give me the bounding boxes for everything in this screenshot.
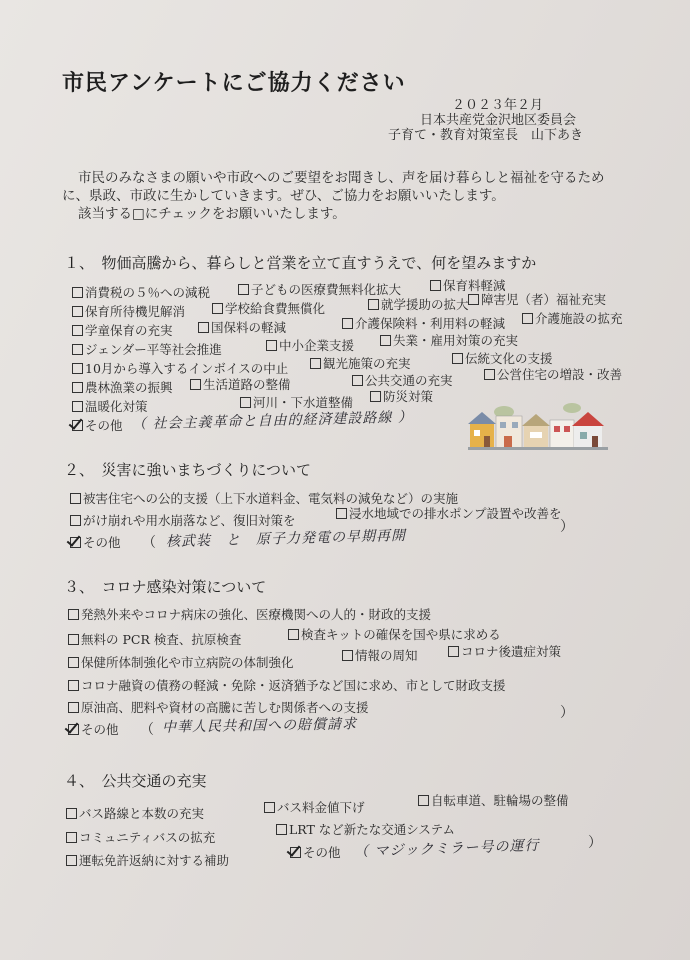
intro-line-3: 該当する□にチェックをお願いいたします。 <box>78 206 346 222</box>
q1-option[interactable]: 保育料軽減 <box>430 278 506 294</box>
q3-option[interactable]: 無料の PCR 検査、抗原検査 <box>68 632 241 648</box>
checkbox[interactable] <box>212 303 223 314</box>
checkbox[interactable] <box>72 401 83 412</box>
page-title: 市民アンケートにご協力ください <box>62 70 406 96</box>
q1-option[interactable]: 10月から導入するインボイスの中止 <box>72 361 288 377</box>
q3-other[interactable]: その他 <box>68 722 119 738</box>
question-3-heading: ３、 コロナ感染対策について <box>64 578 267 596</box>
checkbox[interactable] <box>264 802 275 813</box>
q4-option[interactable]: バス路線と本数の充実 <box>66 806 204 822</box>
q1-option[interactable]: 伝統文化の支援 <box>452 351 553 367</box>
q1-option[interactable]: 保育所待機児解消 <box>72 304 185 320</box>
checkbox[interactable] <box>310 358 321 369</box>
checkbox[interactable] <box>68 702 79 713</box>
q4-option[interactable]: バス料金値下げ <box>264 800 365 816</box>
close-paren: ） <box>560 519 574 535</box>
q1-option[interactable]: 河川・下水道整備 <box>240 395 353 411</box>
q4-other-handwritten: （ マジックミラー号の運行 <box>353 837 540 861</box>
checkbox[interactable] <box>72 325 83 336</box>
checkbox[interactable] <box>352 375 363 386</box>
checkbox[interactable] <box>276 824 287 835</box>
checked-checkbox[interactable] <box>72 420 83 431</box>
q4-option[interactable]: コミュニティバスの拡充 <box>66 830 215 846</box>
q3-option[interactable]: 発熱外来やコロナ病床の強化、医療機関への人的・財政的支援 <box>68 607 431 623</box>
q1-option[interactable]: 失業・雇用対策の充実 <box>380 333 518 349</box>
checkbox[interactable] <box>266 340 277 351</box>
checkbox[interactable] <box>72 382 83 393</box>
open-paren: （ <box>142 535 156 551</box>
checked-checkbox[interactable] <box>70 537 81 548</box>
checkbox[interactable] <box>68 680 79 691</box>
q4-option[interactable]: LRT など新たな交通システム <box>276 822 455 838</box>
q1-option[interactable]: 介護保険料・利用料の軽減 <box>342 316 505 332</box>
checkbox[interactable] <box>72 344 83 355</box>
checkbox[interactable] <box>288 629 299 640</box>
q3-option[interactable]: 保健所体制強化や市立病院の体制強化 <box>68 655 294 671</box>
checkbox[interactable] <box>240 397 251 408</box>
checkbox[interactable] <box>72 287 83 298</box>
q1-option[interactable]: 子どもの医療費無料化拡大 <box>238 282 401 298</box>
checkbox[interactable] <box>238 284 249 295</box>
q1-option[interactable]: 防災対策 <box>370 389 433 405</box>
q1-option[interactable]: 観光施策の充実 <box>310 356 411 372</box>
checkbox[interactable] <box>72 306 83 317</box>
q1-option[interactable]: 学校給食費無償化 <box>212 301 325 317</box>
q1-option[interactable]: 学童保育の充実 <box>72 323 173 339</box>
q1-option[interactable]: ジェンダー平等社会推進 <box>72 342 222 358</box>
intro-line-1: 市民のみなさまの願いや市政へのご要望をお聞きし、声を届け暮らしと福祉を守るため <box>78 170 605 186</box>
checkbox[interactable] <box>70 493 81 504</box>
question-2-heading: ２、 災害に強いまちづくりについて <box>64 461 312 479</box>
q1-option[interactable]: 障害児（者）福祉充実 <box>468 292 606 308</box>
q1-option[interactable]: 公共交通の充実 <box>352 373 453 389</box>
checkbox[interactable] <box>190 379 201 390</box>
q2-option[interactable]: がけ崩れや用水崩落など、復旧対策を <box>70 513 296 529</box>
q1-option[interactable]: 温暖化対策 <box>72 399 148 415</box>
q2-other-handwritten: 核武装 と 原子力発電の早期再開 <box>165 527 407 551</box>
q3-option[interactable]: コロナ後遺症対策 <box>448 644 561 660</box>
checkbox[interactable] <box>68 609 79 620</box>
checkbox[interactable] <box>66 855 77 866</box>
question-1-heading: １、 物価高騰から、暮らしと営業を立て直すうえで、何を望みますか <box>64 254 537 272</box>
checkbox[interactable] <box>68 657 79 668</box>
checked-checkbox[interactable] <box>290 847 301 858</box>
q1-other-handwritten: （ 社会主義革命と自由的経済建設路線 ） <box>131 409 414 433</box>
checkbox[interactable] <box>198 322 209 333</box>
q1-option[interactable]: 国保料の軽減 <box>198 320 286 336</box>
q3-option[interactable]: コロナ融資の債務の軽減・免除・返済猶予など国に求め、市として財政支援 <box>68 678 506 694</box>
checkbox[interactable] <box>68 634 79 645</box>
q1-option[interactable]: 消費税の５％への減税 <box>72 285 210 301</box>
checkbox[interactable] <box>430 280 441 291</box>
q3-option[interactable]: 検査キットの確保を国や県に求める <box>288 627 501 643</box>
q4-option[interactable]: 自転車道、駐輪場の整備 <box>418 793 569 809</box>
checkbox[interactable] <box>380 335 391 346</box>
checkbox[interactable] <box>66 832 77 843</box>
close-paren: ） <box>560 705 574 721</box>
checkbox[interactable] <box>72 363 83 374</box>
checkbox[interactable] <box>342 650 353 661</box>
close-paren: ） <box>588 835 602 851</box>
checkbox[interactable] <box>468 294 479 305</box>
checkbox[interactable] <box>336 508 347 519</box>
q4-option[interactable]: 運転免許返納に対する補助 <box>66 853 229 869</box>
q1-option[interactable]: 農林漁業の振興 <box>72 380 173 396</box>
checkbox[interactable] <box>368 299 379 310</box>
checkbox[interactable] <box>370 391 381 402</box>
organization: 日本共産党金沢地区委員会 <box>420 113 577 128</box>
q1-option[interactable]: 公営住宅の増設・改善 <box>484 367 622 383</box>
q2-option[interactable]: 浸水地域での排水ポンプ設置や改善を <box>336 506 562 522</box>
question-4-heading: ４、 公共交通の充実 <box>64 772 207 790</box>
checkbox[interactable] <box>418 795 429 806</box>
intro-line-2: に、県政、市政に生かしていきます。ぜひ、ご協力をお願いいたします。 <box>62 188 505 204</box>
checkbox[interactable] <box>70 515 81 526</box>
q2-other[interactable]: その他 <box>70 535 121 551</box>
checkbox[interactable] <box>448 646 459 657</box>
q3-other-handwritten: 中華人民共和国への賠償請求 <box>161 716 358 736</box>
checked-checkbox[interactable] <box>68 724 79 735</box>
q3-option[interactable]: 原油高、肥料や資材の高騰に苦しむ関係者への支援 <box>68 700 369 716</box>
q4-other[interactable]: その他 <box>290 845 341 861</box>
q2-option[interactable]: 被害住宅への公的支援（上下水道料金、電気料の減免など）の実施 <box>70 491 458 507</box>
q1-option[interactable]: 就学援助の拡大 <box>368 297 469 313</box>
q1-option[interactable]: 介護施設の拡充 <box>522 311 623 327</box>
date: ２０２３年２月 <box>452 98 544 113</box>
checkbox[interactable] <box>522 313 533 324</box>
checkbox[interactable] <box>66 808 77 819</box>
houses-illustration <box>468 402 608 450</box>
checkbox[interactable] <box>342 318 353 329</box>
q1-option[interactable]: 生活道路の整備 <box>190 377 291 393</box>
open-paren: （ <box>140 722 154 738</box>
office-name: 子育て・教育対策室長 山下あき <box>388 128 584 143</box>
q1-other[interactable]: その他 <box>72 418 123 434</box>
q1-option[interactable]: 中小企業支援 <box>266 338 354 354</box>
checkbox[interactable] <box>484 369 495 380</box>
checkbox[interactable] <box>452 353 463 364</box>
q3-option[interactable]: 情報の周知 <box>342 648 418 664</box>
